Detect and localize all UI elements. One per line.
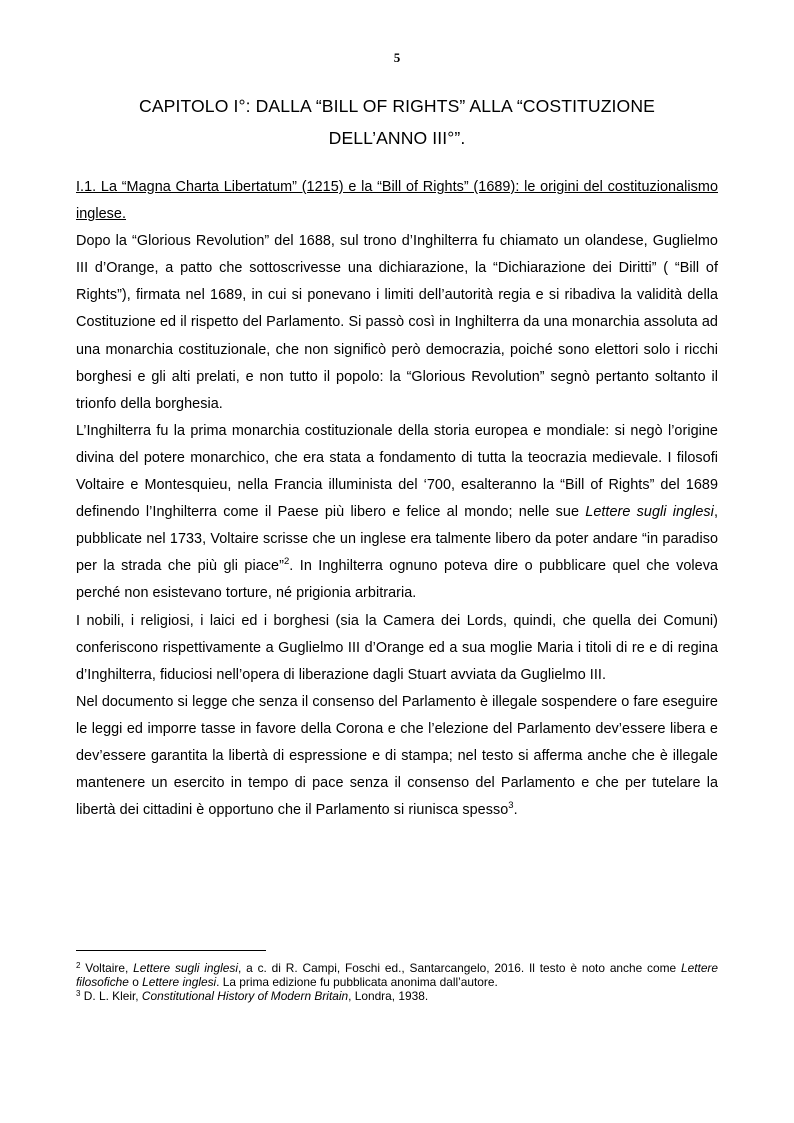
book-title: Lettere filosofiche (76, 961, 719, 989)
footnote-text: D. L. Kleir, (80, 988, 142, 1003)
footnote-text: , Londra, 1938. (348, 988, 429, 1003)
paragraph-first-constitutional-monarchy (76, 418, 718, 608)
paragraph-text: , pubblicate nel 1733, Voltaire scrisse che un inglese era talmente libero da poter andare “in paradiso per la strada che più gli piace” (76, 504, 718, 575)
book-title: Lettere inglesi (142, 974, 217, 989)
paragraph-glorious-revolution: Dopo la “Glorious Revolution” del 1688, sul trono d’Inghilterra fu chiamato un olandese, Guglielmo III d’Orange, a patto che sottoscrivesse una dichiarazione, la “Dichiarazione dei Diritti” ( “Bill of Rights”), firmata nel 1689, in cui si ponevano i limiti dell’autorità regia e si ribadiva la validità della Costituzione ed il rispetto del Parlamento. Si passò così in Inghilterra da una monarchia assoluta ad una monarchia costituzionale, che non significò però democrazia, poiché sono elettori solo i ricchi borghesi e gli alti prelati, e non tutto il popolo: la “Glorious Revolution” segnò pertanto soltanto il trionfo della borghesia. (76, 233, 718, 412)
footnote-3 (76, 990, 718, 1004)
footnote-separator (76, 950, 266, 951)
book-title: Lettere sugli inglesi (585, 504, 714, 521)
footnotes (76, 962, 718, 1003)
footnote-text: Voltaire, (80, 961, 134, 975)
footnote-number: 3 (76, 988, 81, 998)
chapter-body (76, 174, 718, 824)
section-heading: I.1. La “Magna Charta Libertatum” (1215) e la “Bill of Rights” (1689): le origini del costituzionalismo inglese. (76, 179, 718, 223)
footnote-ref-2[interactable]: 2 (283, 556, 290, 568)
page-number: 5 (393, 50, 401, 65)
footnote-text: , a c. di R. Campi, Foschi ed., Santarcangelo, 2016. Il testo è noto anche come (237, 961, 681, 975)
chapter-title (76, 90, 718, 154)
chapter-title-line-1: CAPITOLO I°: DALLA “BILL OF RIGHTS” ALLA “COSTITUZIONE (139, 96, 655, 116)
paragraph-text: . (513, 802, 518, 819)
book-title: Lettere sugli inglesi (133, 961, 238, 975)
footnote-2 (76, 962, 718, 990)
footnote-text: o (128, 974, 143, 989)
paragraph-nobles-and-clergy: I nobili, i religiosi, i laici ed i borghesi (sia la Camera dei Lords, quindi, che quella dei Comuni) conferiscono rispettivamente a Guglielmo III d’Orange ed a sua moglie Maria i titoli di re e di regina d’Inghilterra, fiduciosi nell’opera di liberazione dagli Stuart avviata da Guglielmo III. (76, 612, 718, 683)
footnote-text: . La prima edizione fu pubblicata anonima dall’autore. (216, 974, 498, 989)
paragraph-document-contents (76, 689, 718, 824)
paragraph-text: Nel documento si legge che senza il consenso del Parlamento è illegale sospendere o fare eseguire le leggi ed imporre tasse in favore della Corona e che l’elezione del Parlamento dev’essere libera e dev’essere garantita la libertà di espressione e di stampa; nel testo si afferma anche che è illegale mantenere un esercito in tempo di pace senza il consenso del Parlamento e che per tutelare la libertà dei cittadini è opportuno che il Parlamento si riunisca spesso (76, 693, 718, 819)
paragraph-text: L’Inghilterra fu la prima monarchia costituzionale della storia europea e mondiale: si negò l’origine divina del potere monarchico, che era stata a fondamento di tutta la teocrazia medievale. I filosofi Voltaire e Montesquieu, nella Francia illuminista del ‘700, esalteranno la “Bill of Rights” del 1689 definendo l’Inghilterra come il Paese più libero e felice al mondo; nelle sue (76, 422, 718, 521)
paragraph-text: . In Inghilterra ognuno poteva dire o pubblicare quel che voleva perché non esistevano torture, né prigionia arbitraria. (76, 558, 718, 602)
footnote-ref-3[interactable]: 3 (508, 800, 514, 812)
chapter-title-line-2: DELL’ANNO III°”. (328, 128, 466, 148)
footnote-number: 2 (76, 961, 81, 970)
book-title: Constitutional History of Modern Britain (141, 988, 349, 1003)
